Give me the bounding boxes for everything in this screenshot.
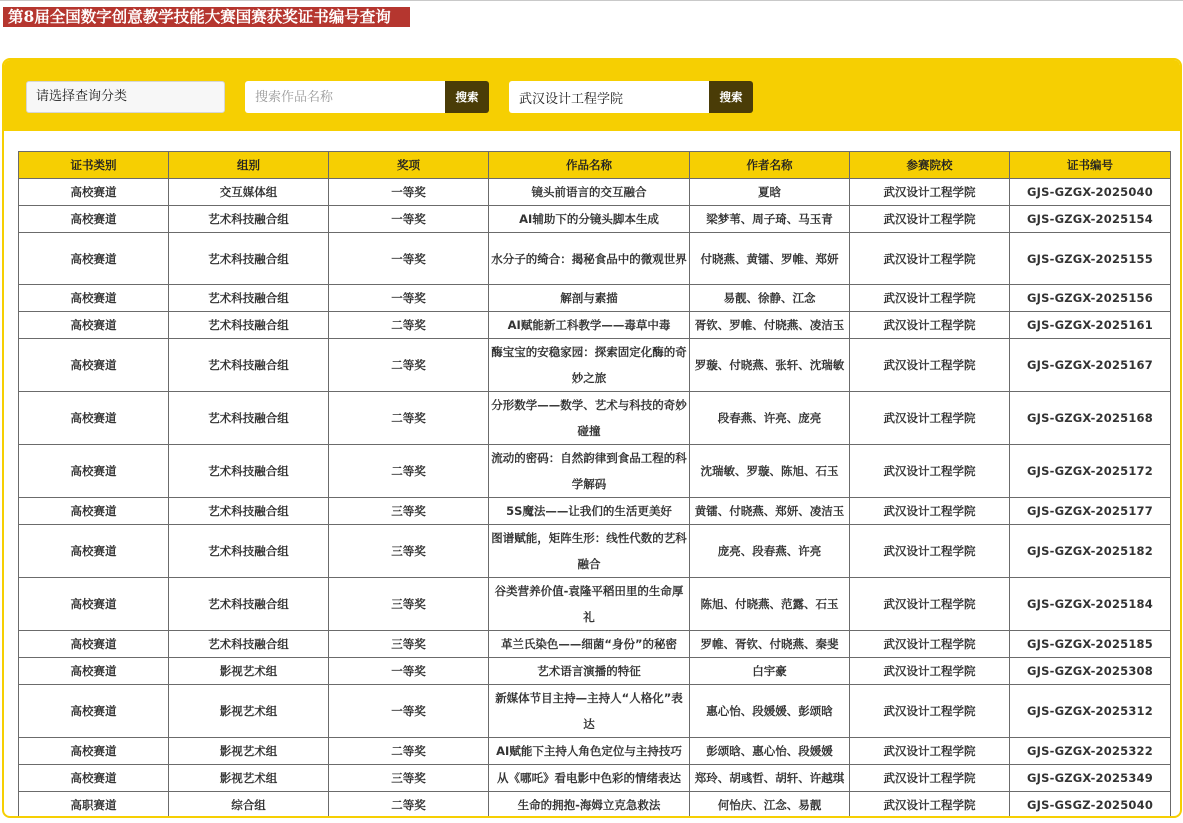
cell-authors: 易靓、徐静、江念 — [690, 285, 850, 312]
cell-category: 高校赛道 — [19, 738, 169, 765]
cell-category: 高校赛道 — [19, 445, 169, 498]
cell-school: 武汉设计工程学院 — [850, 445, 1010, 498]
cell-cert-number: GJS-GZGX-2025182 — [1010, 525, 1171, 578]
cell-category: 高校赛道 — [19, 498, 169, 525]
cell-work-name: 谷类营养价值-袁隆平稻田里的生命厚礼 — [489, 578, 690, 631]
cell-school: 武汉设计工程学院 — [850, 658, 1010, 685]
table-row — [19, 445, 1171, 498]
cell-award: 二等奖 — [329, 339, 489, 392]
cell-cert-number: GJS-GZGX-2025349 — [1010, 765, 1171, 792]
cell-category: 高校赛道 — [19, 685, 169, 738]
table-row — [19, 685, 1171, 738]
cell-work-name: 从《哪吒》看电影中色彩的情绪表达 — [489, 765, 690, 792]
table-row — [19, 658, 1171, 685]
cell-school: 武汉设计工程学院 — [850, 525, 1010, 578]
cell-work-name: 水分子的绮合：揭秘食品中的微观世界 — [489, 233, 690, 285]
cell-award: 三等奖 — [329, 498, 489, 525]
cell-group: 艺术科技融合组 — [169, 498, 329, 525]
cell-award: 三等奖 — [329, 631, 489, 658]
cell-cert-number: GJS-GZGX-2025172 — [1010, 445, 1171, 498]
cell-award: 三等奖 — [329, 578, 489, 631]
cell-authors: 梁梦苇、周子琦、马玉青 — [690, 206, 850, 233]
cell-authors: 陈旭、付晓燕、范露、石玉 — [690, 578, 850, 631]
cell-school: 武汉设计工程学院 — [850, 738, 1010, 765]
cell-award: 一等奖 — [329, 233, 489, 285]
cell-category: 高校赛道 — [19, 658, 169, 685]
table-row — [19, 631, 1171, 658]
cell-work-name: 新媒体节目主持—主持人“人格化”表达 — [489, 685, 690, 738]
cell-school: 武汉设计工程学院 — [850, 285, 1010, 312]
cell-group: 艺术科技融合组 — [169, 631, 329, 658]
cell-cert-number: GJS-GZGX-2025184 — [1010, 578, 1171, 631]
cell-school: 武汉设计工程学院 — [850, 312, 1010, 339]
cell-work-name: AI辅助下的分镜头脚本生成 — [489, 206, 690, 233]
cell-category: 高校赛道 — [19, 179, 169, 206]
cell-authors: 付晓燕、黄镭、罗帷、郑妍 — [690, 233, 850, 285]
cell-group: 艺术科技融合组 — [169, 206, 329, 233]
cell-authors: 黄镭、付晓燕、郑妍、凌洁玉 — [690, 498, 850, 525]
cell-work-name: 革兰氏染色——细菌“身份”的秘密 — [489, 631, 690, 658]
cell-award: 三等奖 — [329, 765, 489, 792]
col-header-group: 组别 — [169, 152, 329, 179]
col-header-school: 参赛院校 — [850, 152, 1010, 179]
cell-award: 一等奖 — [329, 658, 489, 685]
cell-group: 综合组 — [169, 792, 329, 819]
cell-group: 影视艺术组 — [169, 738, 329, 765]
cell-award: 一等奖 — [329, 285, 489, 312]
cell-cert-number: GJS-GZGX-2025161 — [1010, 312, 1171, 339]
cell-cert-number: GJS-GSGZ-2025040 — [1010, 792, 1171, 819]
cell-school: 武汉设计工程学院 — [850, 339, 1010, 392]
table-row — [19, 738, 1171, 765]
certificate-table — [18, 151, 1171, 818]
cell-school: 武汉设计工程学院 — [850, 179, 1010, 206]
work-name-search-input[interactable] — [245, 81, 445, 113]
cell-group: 交互媒体组 — [169, 179, 329, 206]
cell-authors: 胥钦、罗帷、付晓燕、凌洁玉 — [690, 312, 850, 339]
table-row — [19, 206, 1171, 233]
table-row — [19, 578, 1171, 631]
cell-award: 二等奖 — [329, 392, 489, 445]
page-title: 第8届全国数字创意教学技能大赛国赛获奖证书编号查询 — [3, 7, 410, 27]
cell-group: 艺术科技融合组 — [169, 285, 329, 312]
cell-category: 高校赛道 — [19, 233, 169, 285]
cell-work-name: 分形数学——数学、艺术与科技的奇妙碰撞 — [489, 392, 690, 445]
cell-authors: 白宇豪 — [690, 658, 850, 685]
results-panel — [2, 58, 1182, 818]
cell-category: 高校赛道 — [19, 631, 169, 658]
cell-authors: 惠心怡、段媛媛、彭颂晗 — [690, 685, 850, 738]
cell-cert-number: GJS-GZGX-2025177 — [1010, 498, 1171, 525]
cell-work-name: 解剖与素描 — [489, 285, 690, 312]
cell-group: 艺术科技融合组 — [169, 233, 329, 285]
cell-school: 武汉设计工程学院 — [850, 765, 1010, 792]
cell-authors: 段春燕、许亮、庞亮 — [690, 392, 850, 445]
cell-cert-number: GJS-GZGX-2025185 — [1010, 631, 1171, 658]
cell-authors: 何怡庆、江念、易靓 — [690, 792, 850, 819]
cell-school: 武汉设计工程学院 — [850, 578, 1010, 631]
cell-work-name: 流动的密码：自然韵律到食品工程的科学解码 — [489, 445, 690, 498]
cell-category: 高校赛道 — [19, 206, 169, 233]
table-row — [19, 765, 1171, 792]
cell-cert-number: GJS-GZGX-2025156 — [1010, 285, 1171, 312]
cell-school: 武汉设计工程学院 — [850, 392, 1010, 445]
cell-work-name: 艺术语言演播的特征 — [489, 658, 690, 685]
cell-work-name: AI赋能新工科教学——毒草中毒 — [489, 312, 690, 339]
cell-school: 武汉设计工程学院 — [850, 685, 1010, 738]
table-row — [19, 792, 1171, 819]
table-row — [19, 339, 1171, 392]
cell-work-name: 5S魔法——让我们的生活更美好 — [489, 498, 690, 525]
cell-group: 影视艺术组 — [169, 765, 329, 792]
cell-award: 二等奖 — [329, 445, 489, 498]
cell-cert-number: GJS-GZGX-2025168 — [1010, 392, 1171, 445]
work-search-button[interactable]: 搜索 — [445, 81, 489, 113]
cell-cert-number: GJS-GZGX-2025312 — [1010, 685, 1171, 738]
cell-group: 艺术科技融合组 — [169, 312, 329, 339]
cell-authors: 罗璇、付晓燕、张轩、沈瑞敏 — [690, 339, 850, 392]
cell-cert-number: GJS-GZGX-2025322 — [1010, 738, 1171, 765]
col-header-award: 奖项 — [329, 152, 489, 179]
cell-work-name: 镜头前语言的交互融合 — [489, 179, 690, 206]
cell-authors: 罗帷、胥钦、付晓燕、秦斐 — [690, 631, 850, 658]
table-header-row — [19, 152, 1171, 179]
table-row — [19, 525, 1171, 578]
cell-category: 高校赛道 — [19, 765, 169, 792]
cell-cert-number: GJS-GZGX-2025040 — [1010, 179, 1171, 206]
cell-category: 高校赛道 — [19, 578, 169, 631]
table-row — [19, 498, 1171, 525]
cell-group: 艺术科技融合组 — [169, 339, 329, 392]
cell-category: 高校赛道 — [19, 312, 169, 339]
cell-group: 影视艺术组 — [169, 685, 329, 738]
cell-category: 高职赛道 — [19, 792, 169, 819]
cell-award: 二等奖 — [329, 312, 489, 339]
cell-group: 艺术科技融合组 — [169, 525, 329, 578]
cell-work-name: 生命的拥抱-海姆立克急救法 — [489, 792, 690, 819]
cell-group: 影视艺术组 — [169, 658, 329, 685]
cell-cert-number: GJS-GZGX-2025154 — [1010, 206, 1171, 233]
cell-cert-number: GJS-GZGX-2025308 — [1010, 658, 1171, 685]
cell-group: 艺术科技融合组 — [169, 578, 329, 631]
col-header-work: 作品名称 — [489, 152, 690, 179]
cell-category: 高校赛道 — [19, 392, 169, 445]
school-search-button[interactable]: 搜索 — [709, 81, 753, 113]
cell-work-name: 酶宝宝的安稳家园：探索固定化酶的奇妙之旅 — [489, 339, 690, 392]
cell-award: 一等奖 — [329, 685, 489, 738]
cell-category: 高校赛道 — [19, 339, 169, 392]
cell-award: 二等奖 — [329, 792, 489, 819]
table-row — [19, 312, 1171, 339]
col-header-category: 证书类别 — [19, 152, 169, 179]
cell-authors: 彭颂晗、惠心怡、段媛媛 — [690, 738, 850, 765]
table-row — [19, 392, 1171, 445]
table-row — [19, 179, 1171, 206]
cell-group: 艺术科技融合组 — [169, 445, 329, 498]
cell-school: 武汉设计工程学院 — [850, 498, 1010, 525]
cell-group: 艺术科技融合组 — [169, 392, 329, 445]
col-header-authors: 作者名称 — [690, 152, 850, 179]
cell-category: 高校赛道 — [19, 525, 169, 578]
cell-authors: 庞亮、段春燕、许亮 — [690, 525, 850, 578]
search-bar — [4, 60, 1180, 131]
cell-authors: 夏晗 — [690, 179, 850, 206]
cell-award: 一等奖 — [329, 179, 489, 206]
cell-work-name: 图谱赋能，矩阵生形：线性代数的艺科融合 — [489, 525, 690, 578]
col-header-cert: 证书编号 — [1010, 152, 1171, 179]
cell-school: 武汉设计工程学院 — [850, 792, 1010, 819]
cell-school: 武汉设计工程学院 — [850, 206, 1010, 233]
cell-cert-number: GJS-GZGX-2025155 — [1010, 233, 1171, 285]
cell-cert-number: GJS-GZGX-2025167 — [1010, 339, 1171, 392]
top-divider — [0, 0, 1183, 1]
cell-category: 高校赛道 — [19, 285, 169, 312]
cell-authors: 沈瑞敏、罗璇、陈旭、石玉 — [690, 445, 850, 498]
cell-school: 武汉设计工程学院 — [850, 233, 1010, 285]
cell-work-name: AI赋能下主持人角色定位与主持技巧 — [489, 738, 690, 765]
cell-award: 二等奖 — [329, 738, 489, 765]
school-search-input[interactable] — [509, 81, 709, 113]
cell-authors: 郑玲、胡彧哲、胡轩、许越琪 — [690, 765, 850, 792]
cell-school: 武汉设计工程学院 — [850, 631, 1010, 658]
table-row — [19, 233, 1171, 285]
table-row — [19, 285, 1171, 312]
cell-award: 三等奖 — [329, 525, 489, 578]
category-select[interactable]: 请选择查询分类 — [26, 81, 225, 113]
cell-award: 一等奖 — [329, 206, 489, 233]
